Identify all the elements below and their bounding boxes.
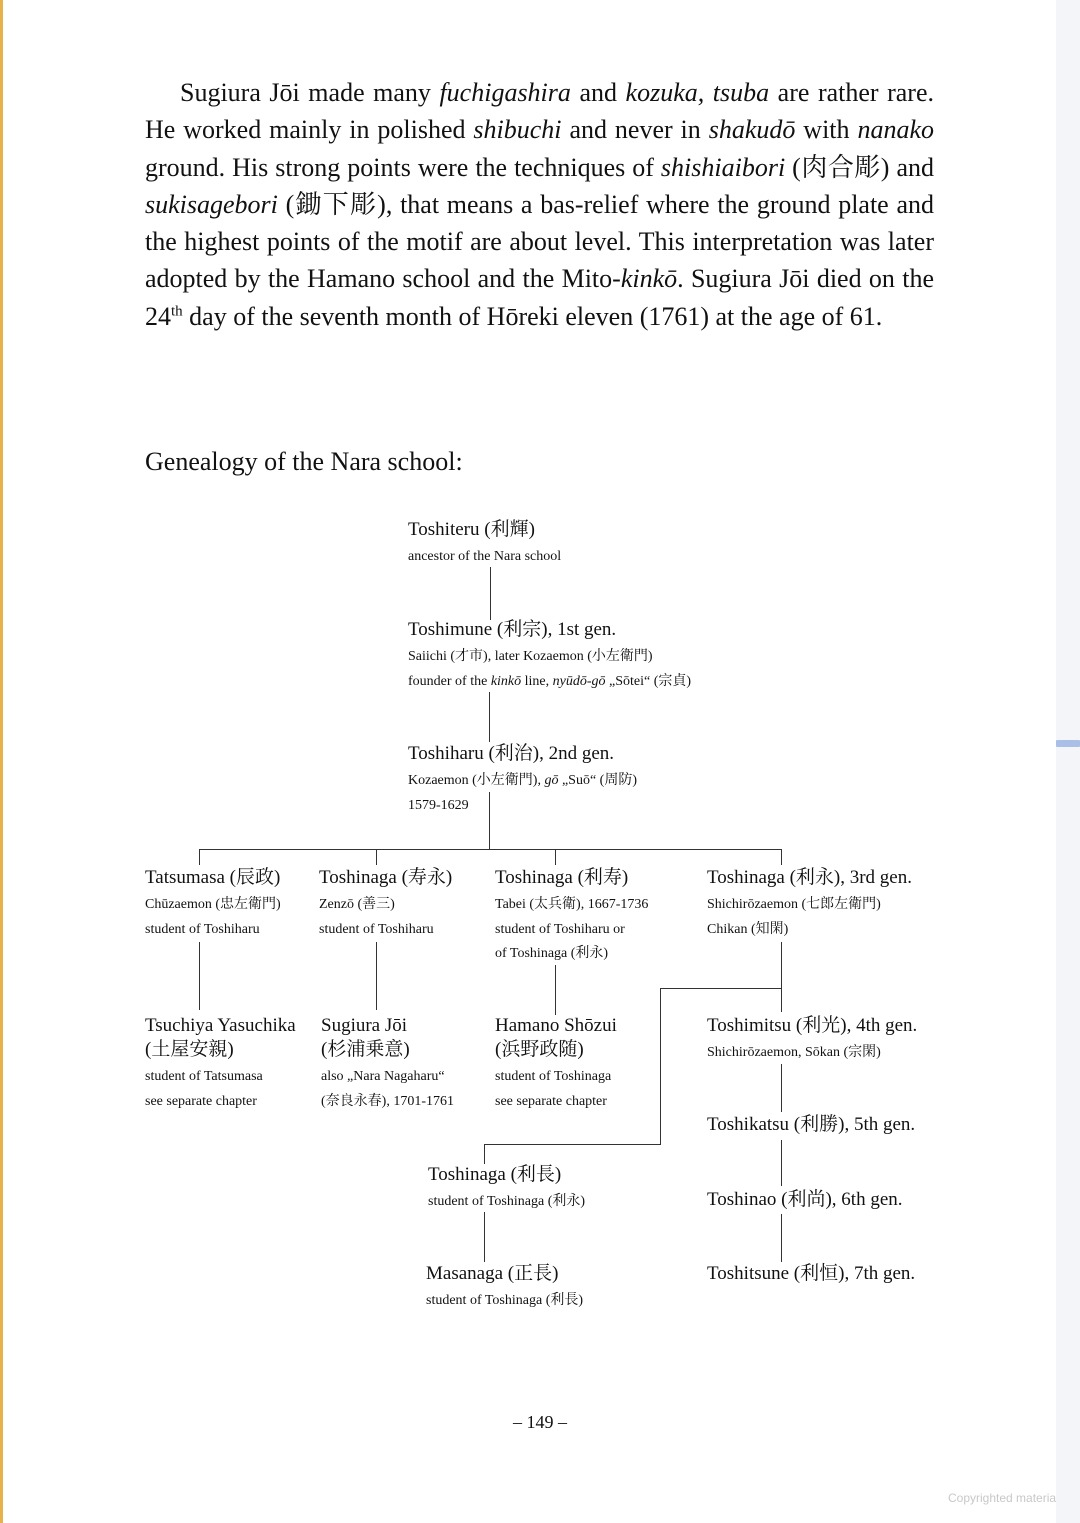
node-detail: [408, 769, 637, 794]
connector-line: [660, 988, 781, 989]
node-detail: [408, 670, 691, 695]
para-text: and never in: [561, 115, 709, 145]
node-masanaga: [426, 1262, 583, 1314]
node-detail: student of Toshiharu: [319, 921, 434, 937]
connector-line: [376, 942, 377, 1010]
copyright-watermark: Copyrighted materia: [948, 1491, 1057, 1505]
node-name: Toshinaga (利永), 3rd gen.: [707, 867, 912, 888]
node-name-kanji: (杉浦乗意): [321, 1039, 410, 1060]
node-detail-part: Kozaemon (小左衛門),: [408, 773, 545, 788]
node-detail: student of Toshinaga (利永): [428, 1194, 586, 1209]
node-detail: Chūzaemon (忠左衛門): [145, 897, 281, 912]
para-text: with: [795, 115, 858, 145]
para-italic: kozuka, tsuba: [625, 78, 770, 107]
node-detail: student of Toshinaga (利長): [426, 1293, 584, 1308]
connector-line: [555, 965, 556, 1015]
node-detail: also „Nara Nagaharu“: [321, 1069, 445, 1084]
para-italic: kinkō: [620, 264, 678, 294]
node-detail-part: „Suō“ (周防): [558, 773, 638, 788]
page-number: – 149 –: [513, 1412, 567, 1432]
node-name: Toshinaga (利寿): [495, 867, 629, 888]
node-detail: student of Toshiharu: [145, 921, 260, 937]
node-toshiteru: [408, 518, 561, 570]
connector-line: [489, 692, 490, 742]
node-tsuchiya: [145, 1014, 296, 1114]
node-detail: ancestor of the Nara school: [408, 549, 562, 564]
node-detail: see separate chapter: [145, 1093, 257, 1109]
node-name: Toshinao (利尚), 6th gen.: [707, 1189, 903, 1210]
node-toshimune: [408, 618, 691, 694]
node-name: Toshikatsu (利勝), 5th gen.: [707, 1114, 916, 1135]
node-toshitsune: [707, 1262, 915, 1286]
node-toshiharu: [408, 742, 637, 818]
node-name: Sugiura Jōi: [321, 1015, 408, 1036]
node-name: Toshitsune (利恒), 7th gen.: [707, 1263, 916, 1284]
node-detail: Saiichi (才市), later Kozaemon (小左衛門): [408, 649, 653, 664]
para-italic: shishiaibori: [660, 152, 786, 182]
node-detail: Shichirōzaemon (七郎左衛門): [707, 897, 881, 912]
node-detail: 1579-1629: [408, 797, 469, 813]
node-name-kanji: (浜野政随): [495, 1039, 584, 1060]
node-detail-italic: gō: [544, 773, 559, 788]
para-text: (肉合彫) and: [785, 152, 934, 182]
connector-line: [376, 849, 377, 865]
connector-line: [199, 849, 200, 865]
section-heading: Genealogy of the Nara school:: [145, 447, 463, 476]
node-detail: student of Tatsumasa: [145, 1069, 263, 1084]
node-sugiura: [321, 1014, 454, 1114]
node-toshinaga-ri: [495, 866, 648, 967]
node-toshimitsu: [707, 1014, 917, 1066]
para-text: Sugiura Jōi made many: [180, 78, 440, 107]
node-detail: student of Toshinaga: [495, 1069, 612, 1084]
node-hamano: [495, 1014, 617, 1114]
body-paragraph: [145, 74, 934, 335]
node-toshikatsu: [707, 1113, 915, 1137]
connector-line: [555, 849, 556, 865]
para-text: day of the seventh month of Hōreki eleven (1761) at the age of 61.: [182, 301, 883, 331]
node-detail-italic: kinkō: [490, 673, 522, 689]
connector-line: [781, 849, 782, 865]
node-name: Toshinaga (利長): [428, 1164, 562, 1185]
node-toshinao: [707, 1188, 903, 1212]
connector-line: [490, 567, 491, 620]
para-text: and: [570, 78, 626, 107]
scrollbar-thumb[interactable]: [1056, 740, 1080, 747]
para-italic: nanako: [857, 115, 934, 145]
para-text: are rather rare. He worked mainly in polished: [145, 78, 934, 145]
node-name: Tatsumasa (辰政): [145, 867, 281, 888]
node-toshinaga-cho: [428, 1163, 585, 1215]
connector-line: [660, 988, 661, 1145]
connector-line: [781, 942, 782, 1012]
node-name: Toshimitsu (利光), 4th gen.: [707, 1015, 918, 1036]
node-detail: Tabei (太兵衛), 1667-1736: [495, 897, 649, 912]
node-detail: Shichirōzaemon, Sōkan (宗閑): [707, 1045, 881, 1060]
node-name: Hamano Shōzui: [495, 1015, 617, 1036]
node-detail-part: line,: [521, 673, 553, 689]
left-accent-bar: [0, 0, 3, 1523]
node-tatsumasa: [145, 866, 281, 942]
node-name: Tsuchiya Yasuchika: [145, 1015, 296, 1036]
para-text: (鋤下彫), that means a bas-relief where the ground plate and the highest points of the motif are about level. This interpretation was later adopted by the Hamano school and the Mito-: [145, 189, 934, 294]
node-detail: Chikan (知閑): [707, 921, 789, 937]
scrollbar-track[interactable]: [1056, 0, 1080, 1523]
connector-line: [484, 1144, 661, 1145]
connector-line: [781, 1214, 782, 1262]
node-detail-part: „Sōtei“ (宗貞): [605, 673, 692, 689]
node-name: Toshinaga (寿永): [319, 867, 453, 888]
connector-line: [484, 1144, 485, 1164]
node-detail: student of Toshiharu or: [495, 921, 625, 937]
node-toshinaga-ju: [319, 866, 452, 942]
connector-line: [781, 1064, 782, 1112]
node-detail-part: founder of the: [408, 673, 491, 689]
node-detail: Zenzō (善三): [319, 897, 395, 912]
connector-line: [199, 942, 200, 1010]
node-name: Toshiteru (利輝): [408, 519, 535, 540]
node-name: Masanaga (正長): [426, 1263, 559, 1284]
connector-line: [199, 849, 781, 850]
node-name-kanji: (土屋安親): [145, 1039, 234, 1060]
node-detail: of Toshinaga (利永): [495, 946, 609, 961]
node-detail: (奈良永春), 1701-1761: [321, 1093, 454, 1109]
node-detail: see separate chapter: [495, 1093, 607, 1109]
connector-line: [781, 1140, 782, 1186]
para-italic: fuchigashira: [439, 78, 571, 107]
para-text: ground. His strong points were the techniques of: [145, 152, 661, 182]
node-detail-italic: nyūdō-gō: [552, 673, 606, 689]
node-name: Toshiharu (利治), 2nd gen.: [408, 743, 615, 764]
connector-line: [484, 1212, 485, 1262]
para-italic: sukisagebori: [145, 189, 278, 219]
node-toshinaga-3rd: [707, 866, 912, 942]
node-name: Toshimune (利宗), 1st gen.: [408, 619, 617, 640]
para-italic: shibuchi: [473, 115, 562, 145]
para-italic: shakudō: [708, 115, 796, 145]
para-superscript: th: [171, 303, 183, 320]
para-text: . Sugiura Jōi died on the 24: [145, 264, 934, 331]
